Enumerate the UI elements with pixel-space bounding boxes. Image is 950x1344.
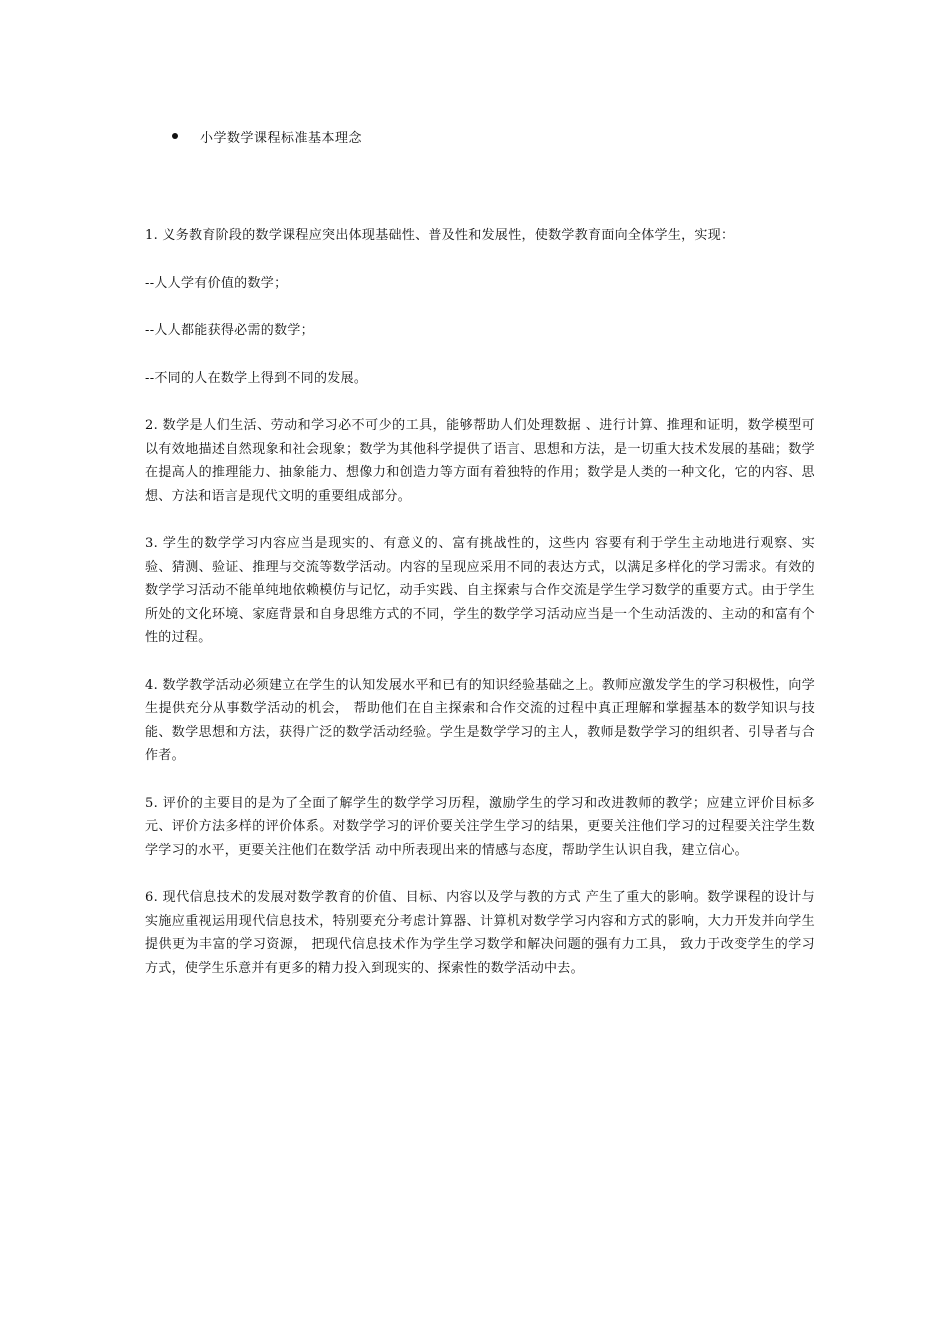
paragraph-5: 5. 评价的主要目的是为了全面了解学生的数学学习历程，激励学生的学习和改进教师的教学；应建立评价目标多元、评价方法多样的评价体系。对数学学习的评价要关注学生学习的结果，更要关注他们学习的过程要关注学生数学学习的水平，更要关注他们在数学活 动中所表现出来的情感与态度，帮助学生认识自我，建立信心。 <box>145 795 815 858</box>
paragraph-6: 6. 现代信息技术的发展对数学教育的价值、目标、内容以及学与教的方式 产生了重大的影响。数学课程的设计与实施应重视运用现代信息技术，特别要充分考虑计算器、计算机对数学学习内容和方式的影响，大力开发并向学生提供更为丰富的学习资源， 把现代信息技术作为学生学习数学和解决问题的强有力工具， 致力于改变学生的学习方式，使学生乐意并有更多的精力投入到现实的、探索性的数学活动中去。 <box>145 890 815 976</box>
bullet-dot-icon <box>172 133 178 139</box>
paragraph-2: 2. 数学是人们生活、劳动和学习必不可少的工具，能够帮助人们处理数据 、进行计算、推理和证明，数学模型可以有效地描述自然现象和社会现象；数学为其他科学提供了语言、思想和方法，是一切重大技术发展的基础；数学在提高人的推理能力、抽象能力、想像力和创造力等方面有着独特的作用；数学是人类的一种文化，它的内容、思想、方法和语言是现代文明的重要组成部分。 <box>145 418 815 504</box>
bullet-heading-text: 小学数学课程标准基本理念 <box>200 130 363 146</box>
document-body <box>145 224 815 1004</box>
paragraph-1: 1. 义务教育阶段的数学课程应突出体现基础性、普及性和发展性，使数学教育面向全体学生，实现： <box>145 228 735 243</box>
list-line-3: --不同的人在数学上得到不同的发展。 <box>145 370 368 386</box>
list-line-2: --人人都能获得必需的数学； <box>145 323 314 338</box>
paragraph-4: 4. 数学教学活动必须建立在学生的认知发展水平和已有的知识经验基础之上。教师应激发学生的学习积极性，向学生提供充分从事数学活动的机会， 帮助他们在自主探索和合作交流的过程中真正理解和掌握基本的数学知识与技能、数学思想和方法，获得广泛的数学活动经验。学生是数学学习的主人，教师是数学学习的组织者、引导者与合作者。 <box>145 677 815 763</box>
bullet-heading <box>172 126 362 146</box>
list-line-1: --人人学有价值的数学； <box>145 275 288 291</box>
paragraph-3: 3. 学生的数学学习内容应当是现实的、有意义的、富有挑战性的，这些内 容要有利于学生主动地进行观察、实验、猜测、验证、推理与交流等数学活动。内容的呈现应采用不同的表达方式，以满足多样化的学习需求。有效的数学学习活动不能单纯地依赖模仿与记忆，动手实践、自主探索与合作交流是学生学习数学的重要方式。由于学生所处的文化环境、家庭背景和自身思维方式的不同，学生的数学学习活动应当是一个生动活泼的、主动的和富有个性的过程。 <box>145 536 815 645</box>
